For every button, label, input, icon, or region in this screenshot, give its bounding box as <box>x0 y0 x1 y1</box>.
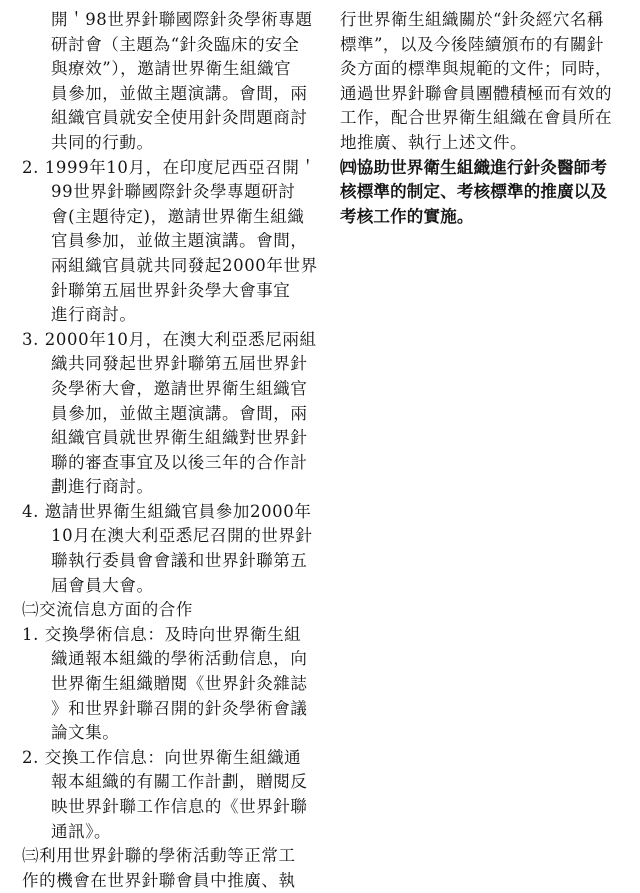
text-line: ㈡交流信息方面的合作 <box>22 600 193 620</box>
text-line: 織通報本組織的學術活動信息，向 <box>51 649 308 669</box>
text-line: 研討會（主題為“針灸臨床的安全 <box>51 34 300 54</box>
text-line: 織共同發起世界針聯第五屆世界針 <box>51 354 308 374</box>
text-line: 99世界針聯國際針灸學專題研討 <box>51 182 296 202</box>
text-line: 聯執行委員會會議和世界針聯第五 <box>51 551 308 571</box>
text-line: 》和世界針聯召開的針灸學術會議 <box>51 698 308 718</box>
text-line: 劃進行商討。 <box>51 477 154 497</box>
text-line: 開＇98世界針聯國際針灸學術專題 <box>51 10 313 29</box>
text-line: 3. 2000年10月，在澳大利亞悉尼兩組 <box>22 329 317 349</box>
right-column <box>340 8 615 229</box>
text-line: 員參加，並做主題演講。會間，兩 <box>51 83 308 103</box>
text-line: 灸學術大會，邀請世界衛生組織官 <box>51 378 308 398</box>
text-line: 通訊》。 <box>51 821 112 841</box>
text-line: ㈣協助世界衛生組織進行針灸醫師考 <box>340 157 608 177</box>
text-line: 論文集。 <box>51 723 120 743</box>
text-line: 進行商討。 <box>51 305 137 325</box>
text-line: 考核工作的實施。 <box>340 206 474 226</box>
text-line: 灸方面的標準與規範的文件；同時， <box>340 59 612 79</box>
text-line: 兩組織官員就共同發起2000年世界 <box>51 255 318 275</box>
text-line: 組織官員就安全使用針灸問題商討 <box>51 108 308 128</box>
text-line: 員參加，並做主題演講。會間，兩 <box>51 403 308 423</box>
text-line: 報本組織的有關工作計劃，贈閱反 <box>51 772 308 792</box>
text-line: 通過世界針聯會員團體積極而有效的 <box>340 83 612 103</box>
text-line: 針聯第五屆世界針灸學大會事宜 <box>51 280 291 300</box>
text-line: 聯的審查事宜及以後三年的合作計 <box>51 452 308 472</box>
text-line: 10月在澳大利亞悉尼召開的世界針 <box>51 526 313 546</box>
text-line: 4. 邀請世界衛生組織官員參加2000年 <box>22 501 312 521</box>
text-line: 組織官員就世界衛生組織對世界針 <box>51 428 308 448</box>
text-line: 標準”，以及今後陸續頒布的有關針 <box>340 34 604 54</box>
text-line: 共同的行動。 <box>51 132 154 152</box>
text-line: 會(主題待定)，邀請世界衛生組織 <box>51 206 305 226</box>
text-line: 地推廣、執行上述文件。 <box>340 132 527 152</box>
text-line: 屆會員大會。 <box>51 575 154 595</box>
text-line: 與療效”），邀請世界衛生組織官 <box>51 59 292 79</box>
text-line: 工作，配合世界衛生組織在會員所在 <box>340 108 612 128</box>
text-line: 官員參加，並做主題演講。會間， <box>51 231 308 251</box>
text-line: 2. 交換工作信息：向世界衛生組織通 <box>22 747 302 767</box>
text-line: 作的機會在世界針聯會員中推廣、執 <box>22 870 296 890</box>
text-line: ㈢利用世界針聯的學術活動等正常工 <box>22 846 296 866</box>
text-line: 世界衛生組織贈閱《世界針灸雜誌 <box>51 674 308 694</box>
left-column <box>22 8 322 893</box>
text-line: 2. 1999年10月，在印度尼西亞召開＇ <box>22 157 317 177</box>
text-line: 核標準的制定、考核標準的推廣以及 <box>340 182 608 202</box>
text-line: 行世界衛生組織關於“針灸經穴名稱 <box>340 10 604 29</box>
text-line: 1. 交換學術信息：及時向世界衛生組 <box>22 624 302 644</box>
text-line: 映世界針聯工作信息的《世界針聯 <box>51 797 308 816</box>
